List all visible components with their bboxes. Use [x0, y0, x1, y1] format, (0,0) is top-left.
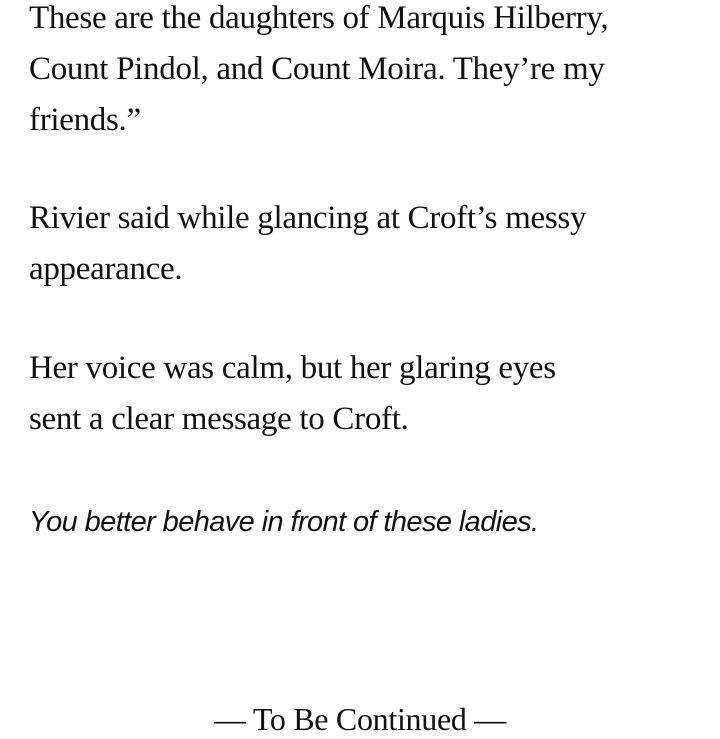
to-be-continued-label: — To Be Continued —	[214, 701, 506, 737]
story-paragraph-introduction: These are the daughters of Marquis Hilberry, Count Pindol, and Count Moira. They’re my friends.”	[29, 0, 609, 138]
story-paragraph-thought: You better behave in front of these ladies.	[29, 506, 539, 538]
story-paragraph-narration: Rivier said while glancing at Croft’s messy appearance.	[29, 200, 587, 287]
story-paragraph-description: Her voice was calm, but her glaring eyes sent a clear message to Croft.	[29, 350, 556, 437]
